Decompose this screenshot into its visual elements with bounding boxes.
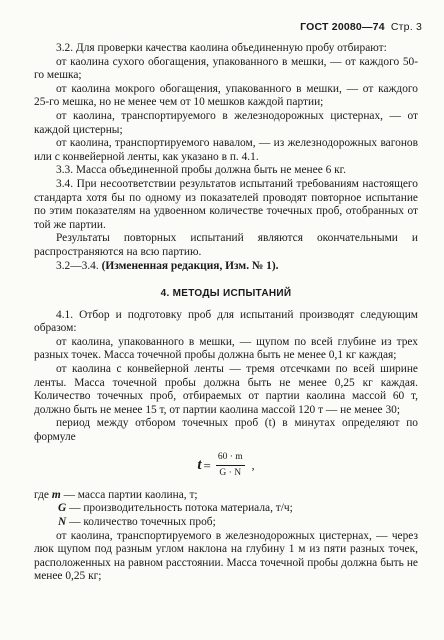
paragraph-bulk-kaolin: от каолина, транспортируемого навалом, — из железнодорожных вагонов или с конвейерной ленты, как указано в п. 4.1.	[34, 137, 418, 163]
paragraph-tank-kaolin: от каолина, транспортируемого в железнодорожных цистернах, — от каждой цистерны;	[34, 109, 418, 136]
paragraph-wet-kaolin: от каолина мокрого обогащения, упакованного в мешки, — от каждого 25-го мешка, но не менее чем от 10 мешков каждой партии;	[34, 82, 418, 109]
legend-row-g	[34, 502, 418, 516]
legend-row-m	[34, 489, 418, 503]
formula-denominator: G · N	[219, 468, 242, 479]
legend-intro: где	[34, 488, 49, 501]
legend-symbol: G	[58, 502, 67, 515]
paragraph-period-intro: период между отбором точечных проб (t) в минутах определяют по формуле	[34, 417, 418, 444]
legend-symbol: N	[58, 516, 67, 528]
formula-lhs: t	[197, 456, 202, 473]
paragraph-3-3: 3.3. Масса объединенной пробы должна быть не менее 6 кг.	[56, 164, 346, 177]
edit-note-range: 3.2—3.4.	[56, 259, 99, 272]
legend-description: — масса партии каолина, т;	[63, 488, 198, 501]
paragraph-tank-sampling: от каолина, транспортируемого в железнодорожных цистернах, — через люк щупом под разным углом наклона на глубину 1 м из пяти разных точек, расположенных на равном расстоянии. Масса точечной пробы должна быть не менее 0,25 кг;	[34, 529, 418, 583]
legend-symbol: m	[51, 488, 61, 501]
paragraph-bags-sampling: от каолина, упакованного в мешки, — щупом по всей глубине из трех разных точек. Масса точечной пробы должна быть не менее 0,1 кг каждая;	[34, 335, 418, 362]
paragraph-dry-kaolin: от каолина сухого обогащения, упакованного в мешки, — от каждого 50-го мешка;	[34, 55, 418, 82]
document-body	[34, 42, 418, 584]
legend-row-n	[34, 516, 418, 530]
paragraph-conveyor-sampling: от каолина с конвейерной ленты — тремя отсечками по всей ширине ленты. Масса точечной пробы должна быть не менее 0,25 кг каждая. Количество точечных проб, отбираемых от партии каолина массой 60 т, должно быть не менее 15 т, от партии каолина массой 120 т — не менее 30;	[34, 363, 418, 416]
legend-description: — производительность потока материала, т/ч;	[69, 502, 293, 515]
page-header	[300, 21, 422, 33]
formula-trail: ,	[251, 457, 255, 472]
page-number: Стр. 3	[390, 21, 422, 33]
paragraph-3-2: 3.2. Для проверки качества каолина объединенную пробу отбирают:	[56, 42, 387, 54]
paragraph-3-4: 3.4. При несоответствии результатов испытаний требованиям настоящего стандарта хотя бы по одному из показателей проводят повторное испытание по этим показателям на удвоенном количестве точечных проб, отобранных от той же партии.	[34, 177, 418, 231]
sampling-period-formula	[34, 451, 418, 481]
section-title: 4. МЕТОДЫ ИСПЫТАНИЙ	[160, 288, 292, 300]
formula-equals: =	[203, 457, 211, 473]
legend-description: — количество точечных проб;	[69, 516, 216, 528]
edit-note-text: (Измененная редакция, Изм. № 1).	[101, 259, 279, 272]
formula-legend	[34, 489, 418, 530]
paragraph-retest-results: Результаты повторных испытаний являются окончательными и распространяются на всю партию.	[34, 232, 418, 258]
formula-fraction	[216, 451, 245, 481]
formula-numerator: 60 · m	[216, 451, 245, 467]
edit-note	[34, 260, 418, 274]
standard-number: ГОСТ 20080—74	[300, 21, 385, 33]
paragraph-4-1: 4.1. Отбор и подготовку проб для испытаний производят следующим образом:	[34, 308, 418, 335]
